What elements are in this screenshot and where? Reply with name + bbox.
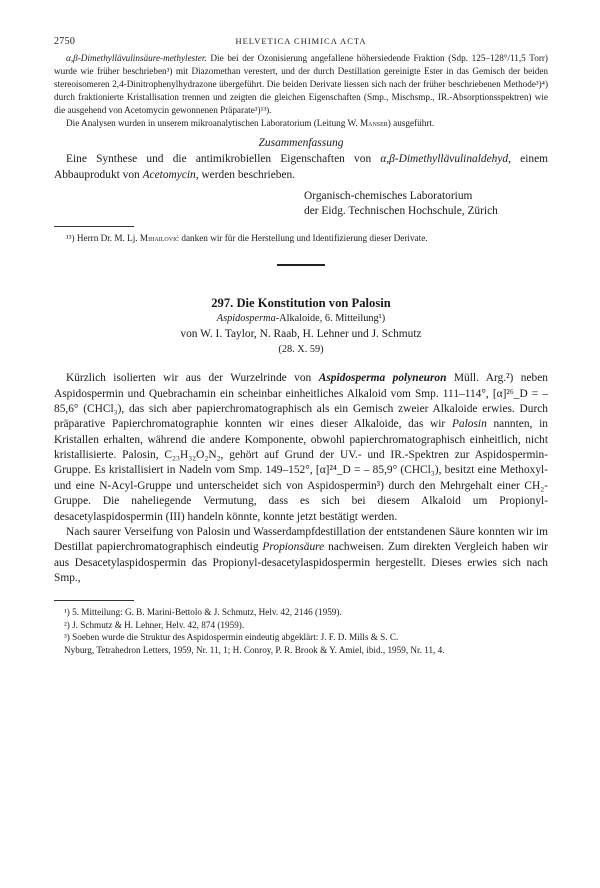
affiliation-line: Organisch-chemisches Laboratorium: [304, 189, 473, 202]
summary-text: [54, 152, 548, 183]
summary-part: Eine Synthese und die antimikrobiellen Eigenschaften von: [66, 153, 372, 166]
summary-heading: Zusammenfassung: [258, 137, 344, 150]
acid-name: Propionsäure: [262, 541, 325, 554]
affiliation: [304, 189, 548, 220]
paragraph-text: ) ausgeführt.: [387, 117, 435, 128]
journal-page: [54, 36, 548, 657]
page-number: 2750: [54, 36, 76, 47]
body-text: Nach saurer Verseifung von Palosin und Wasserdampfdestillation der entstandenen Säure konnten wir im Destillat papierchromatographisch eindeutig: [54, 525, 548, 554]
footnote-1: ¹) 5. Mitteilung: G. B. Marini-Bettolo & J. Schmutz, Helv. 42, 2146 (1959).: [64, 607, 342, 618]
alkaloid-name: Palosin: [451, 418, 487, 431]
running-header: [54, 36, 548, 52]
experimental-section: [54, 52, 548, 129]
article-date: (28. X. 59): [278, 344, 324, 356]
affiliation-line: der Eidg. Technischen Hochschule, Zürich: [304, 205, 498, 218]
body-paragraph-2: [54, 525, 548, 586]
footnote-3: ³) Soeben wurde die Struktur des Aspidospermin eindeutig abgeklärt: J. F. D. Mills & S. C.: [64, 632, 399, 643]
summary-part: , werden beschrieben.: [195, 169, 296, 182]
paragraph-title: α,β-Dimethyllävulinsäure-methylester.: [66, 53, 207, 63]
body-text: Müll. Arg.²) neben Aspidospermin und Quebrachamin ein scheinbar einheitliches Alkaloid vom Smp. 111–114°, [α]²⁶_D = – 85,6° (CHCl₃), das sich aber papierchromatographisch als ein Gemisch zweier Alkaloide erwies. Durch präparative Papierchromatographie konnten wir eines dieser Alkaloide, das wir: [54, 372, 548, 431]
species-name: Aspidosperma polyneuron: [318, 372, 447, 385]
compound-name: Acetomycin: [142, 169, 196, 182]
article-title: 297. Die Konstitution von Palosin: [211, 296, 391, 311]
article-subtitle: [54, 313, 548, 324]
subtitle-rest: -Alkaloide, 6. Mitteilung¹): [275, 313, 386, 325]
journal-title: HELVETICA CHIMICA ACTA: [235, 36, 367, 46]
footnote-rule: [54, 600, 134, 601]
footnote-13: [54, 232, 548, 245]
footnote-marker: ¹³): [66, 232, 75, 243]
subtitle-genus: Aspidosperma: [216, 313, 276, 325]
footnote-text: Herrn Dr. M. Lj.: [76, 232, 138, 243]
experimental-paragraph-1: [54, 52, 548, 117]
body-text: Kürzlich isolierten wir aus der Wurzelrinde von: [66, 372, 312, 385]
paragraph-text: Die bei der Ozonisierung angefallene höhersiedende Fraktion (Sdp. 125–128°/11,5 Torr) wurde wie früher beschrieben³) mit Diazomethan verestert, und der durch Destillation gereinigte Ester in das Gemisch der beiden stereoisomeren 2,4-Dinitrophenylhydrazone übergeführt. Die beiden Derivate liessen sich nach der früher beschriebenen Methode³)⁴) durch fraktionierte Kristallisation trennen und zeigten die gleichen Eigenschaften (Smp., Mischsmp., IR.-Absorptionsspektren) wie die ausgehend von Acetomycin gewonnenen Präparate³)¹³).: [54, 53, 548, 115]
body-text: nannten, in Kristallen erhalten, während die andere Komponente, obwohl papierchromatographisch einheitlich, nicht kristallisierte. Palosin, C₂₃H₃₂O₂N₂, gehört auf Grund der UV.- und IR.-Spektren zur Aspidospermin-Gruppe. Es kristallisiert in Nadeln vom Smp. 149–152°, [α]²⁴_D = – 85,9° (CHCl₃), besitzt eine Methoxyl- und eine N-Acyl-Gruppe und unterscheidet sich von Aspidospermin³) durch den Mehrgehalt einer CH₂-Gruppe. Die naheliegende Vermutung, dass es sich bei diesem Alkaloid um Propionyl-desacetylaspidospermin (III) handeln könnte, konnte jetzt bestätigt werden.: [54, 418, 548, 523]
compound-name: α,β-Dimethyllävulinaldehyd: [380, 153, 509, 166]
article-separator: [277, 264, 325, 266]
footnotes: [54, 606, 548, 656]
body-paragraph-1: [54, 371, 548, 524]
footnote-rule: [54, 226, 134, 227]
footnote-2: ²) J. Schmutz & H. Lehner, Helv. 42, 874 (1959).: [64, 619, 245, 630]
paragraph-text: Die Analysen wurden in unserem mikroanalytischen Laboratorium (Leitung W.: [66, 117, 358, 128]
person-name: Mihailović: [139, 232, 180, 243]
summary-part: , einem Abbauprodukt von: [54, 153, 548, 182]
article-authors: von W. I. Taylor, N. Raab, H. Lehner und J. Schmutz: [180, 328, 422, 341]
footnote-3-continued: Nyburg, Tetrahedron Letters, 1959, Nr. 11, 1; H. Conroy, P. R. Brook & Y. Amiel, ibid., 1959, Nr. 11, 4.: [64, 645, 445, 655]
person-name: Manser: [359, 117, 388, 128]
body-text: nachweisen. Zum direkten Vergleich haben wir aus Desacetylaspidospermin das Propionyl-desacetylaspidospermin hergestellt. Dieses erwies sich nach Smp.,: [54, 541, 548, 584]
footnote-text: danken wir für die Herstellung und Identifizierung dieser Derivate.: [181, 232, 428, 243]
experimental-paragraph-2: [54, 117, 548, 130]
